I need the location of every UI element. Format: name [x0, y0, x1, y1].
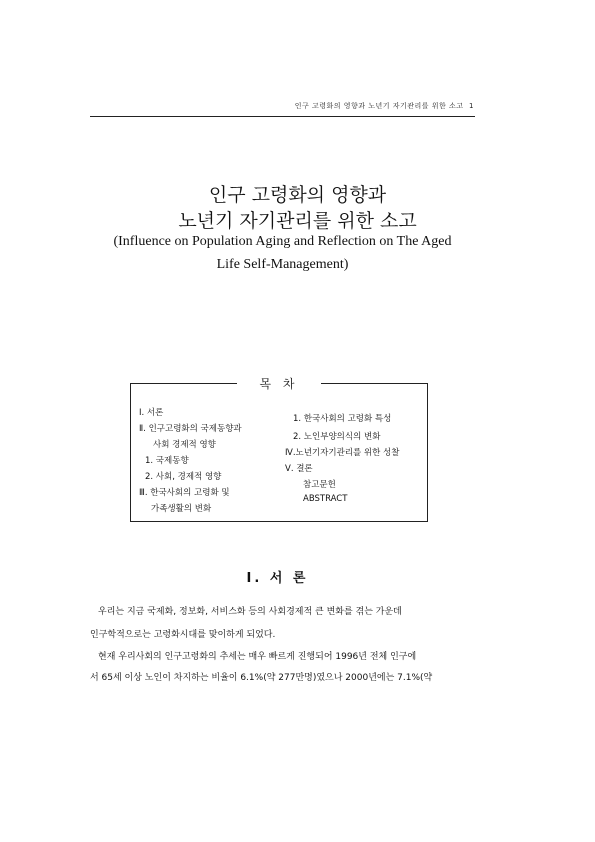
title-line-2: 노년기 자기관리를 위한 소고 [178, 210, 417, 232]
english-title-line-2: Life Self-Management) [216, 257, 349, 272]
toc-item-chapter-2-cont: 사회 경제적 영향 [153, 440, 216, 450]
running-title: 인구 고령화의 영향과 노년기 자기관리를 위한 소고 [294, 102, 464, 110]
toc-item-international-trends: 1. 국제동향 [145, 456, 189, 466]
toc-item-conclusion: Ⅴ. 결론 [285, 464, 313, 474]
toc-item-support-attitudes: 2. 노인부양의식의 변화 [293, 432, 381, 442]
title-line-1: 인구 고령화의 영향과 [208, 184, 387, 206]
toc-item-chapter-3-cont: 가족생활의 변화 [151, 504, 212, 514]
toc-item-chapter-3: Ⅲ. 한국사회의 고령화 및 [139, 488, 230, 498]
toc-item-chapter-4: Ⅳ.노년기자기관리를 위한 성찰 [285, 448, 400, 458]
toc-item-intro: Ⅰ. 서론 [139, 408, 164, 418]
body-line-4: 서 65세 이상 노인이 차지하는 비율이 6.1%(약 277만명)였으나 2000년에는 7.1%(약 [90, 673, 433, 683]
toc-heading: 목 차 [237, 375, 321, 392]
table-of-contents [130, 377, 428, 522]
toc-item-korea-aging: 1. 한국사회의 고령화 특성 [293, 414, 392, 424]
running-header [0, 101, 474, 111]
header-rule [90, 116, 475, 117]
toc-item-abstract: ABSTRACT [303, 494, 348, 504]
body-line-1: 우리는 지금 국제화, 정보화, 서비스화 등의 사회경제적 큰 변화를 겪는 가운데 [98, 607, 402, 617]
page-number: 1 [469, 102, 474, 110]
toc-item-references: 참고문헌 [303, 480, 336, 490]
body-line-2: 인구학적으로는 고령화시대를 맞이하게 되었다. [90, 630, 276, 640]
section-title: Ⅰ. 서 론 [246, 571, 309, 586]
english-title-line-1: (Influence on Population Aging and Reflection on The Aged [113, 234, 452, 249]
body-line-3: 현재 우리사회의 인구고령화의 추세는 매우 빠르게 진행되어 1996년 전체 인구에 [98, 652, 417, 662]
toc-item-socioeconomic-impact: 2. 사회, 경제적 영향 [145, 472, 222, 482]
toc-item-chapter-2: Ⅱ. 인구고령화의 국제동향과 [139, 424, 242, 434]
